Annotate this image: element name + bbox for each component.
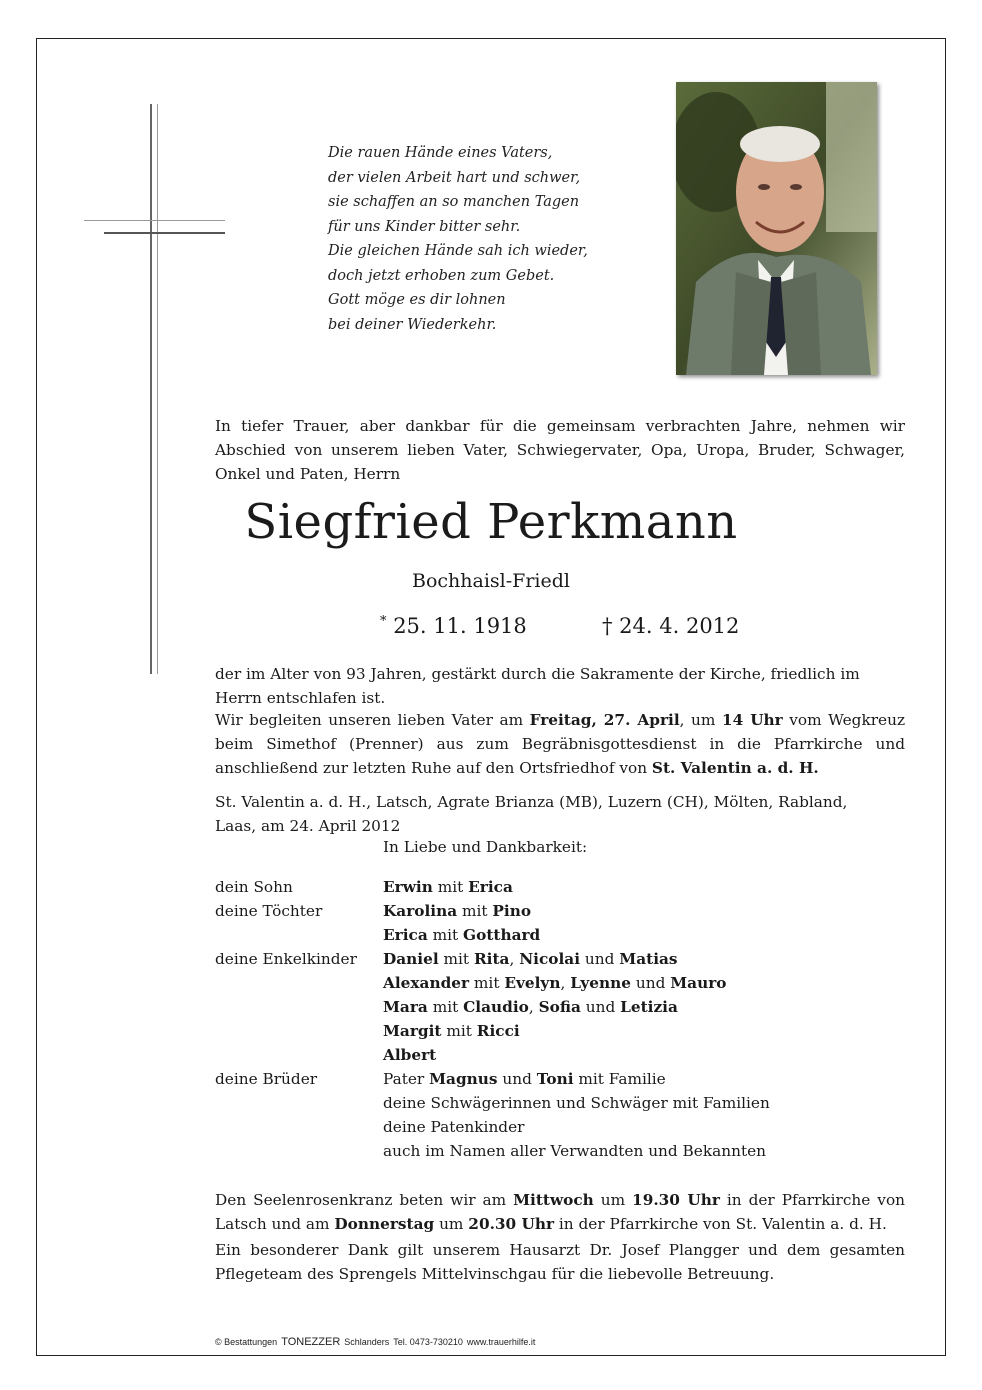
poem-line: Die gleichen Hände sah ich wieder, (328, 243, 588, 259)
portrait-photo (676, 82, 877, 375)
poem-line: der vielen Arbeit hart und schwer, (328, 169, 581, 186)
footer-city: Schlanders (344, 1337, 390, 1347)
family-names: Karolina mit Pino (383, 902, 532, 920)
poem-line: für uns Kinder bitter sehr. (328, 218, 521, 235)
family-names: auch im Namen aller Verwandten und Bekannten (383, 1142, 766, 1160)
footer-brand: TONEZZER (281, 1336, 341, 1348)
birth-date (380, 614, 527, 638)
family-relation: dein Sohn (215, 878, 293, 896)
poem-line: Gott möge es dir lohnen (328, 292, 506, 308)
birth-date-value: 25. 11. 1918 (393, 614, 527, 638)
footer-copyright: © Bestattungen (215, 1337, 278, 1347)
poem-line: doch jetzt erhoben zum Gebet. (328, 267, 555, 284)
family-relation: deine Brüder (215, 1070, 318, 1088)
family-names: Margit mit Ricci (383, 1022, 520, 1040)
thanks-text: Ein besonderer Dank gilt unserem Hausarzt Dr. Josef Plangger und dem gesamten Pflegeteam des Sprengels Mittelvinschgau für die liebevolle Betreuung. (215, 1241, 905, 1283)
family-names: Daniel mit Rita, Nicolai und Matias (383, 950, 678, 968)
family-names: Mara mit Claudio, Sofia und Letizia (383, 998, 678, 1016)
family-names: Erica mit Gotthard (383, 926, 541, 944)
rosary-text: Den Seelenrosenkranz beten wir am Mittwoch um 19.30 Uhr in der Pfarrkirche von Latsch und am Donnerstag um 20.30 Uhr in der Pfarrkirche von St. Valentin a. d. H. (215, 1191, 906, 1233)
death-date: † 24. 4. 2012 (602, 614, 740, 638)
family-names: Pater Magnus und Toni mit Familie (383, 1070, 666, 1088)
family-names: Alexander mit Evelyn, Lyenne und Mauro (383, 974, 727, 992)
family-relation: deine Töchter (215, 902, 323, 920)
memorial-poem (328, 141, 648, 337)
family-heading: In Liebe und Dankbarkeit: (383, 838, 588, 856)
age-text: der im Alter von 93 Jahren, gestärkt durch die Sakramente der Kirche, friedlich im Herrn entschlafen ist. (215, 665, 860, 707)
places-text: St. Valentin a. d. H., Latsch, Agrate Brianza (MB), Luzern (CH), Mölten, Rabland, Laas, am 24. April 2012 (215, 793, 848, 835)
deceased-name: Siegfried Perkmann (244, 494, 738, 550)
family-relation: deine Enkelkinder (215, 950, 357, 968)
funeral-text: Wir begleiten unseren lieben Vater am Freitag, 27. April, um 14 Uhr vom Wegkreuz beim Simethof (Prenner) aus zum Begräbnisgottesdienst in die Pfarrkirche und anschließend zur letzten Ruhe auf den Ortsfriedhof von St. Valentin a. d. H. (215, 711, 906, 777)
deceased-nickname: Bochhaisl-Friedl (412, 570, 570, 592)
family-names: deine Patenkinder (383, 1118, 525, 1136)
family-names: deine Schwägerinnen und Schwäger mit Familien (383, 1094, 770, 1112)
poem-line: bei deiner Wiederkehr. (328, 316, 497, 333)
poem-line: Die rauen Hände eines Vaters, (328, 145, 553, 161)
birth-symbol: * (380, 614, 387, 629)
intro-text: In tiefer Trauer, aber dankbar für die gemeinsam verbrachten Jahre, nehmen wir Abschied von unserem lieben Vater, Schwiegervater, Opa, Uropa, Bruder, Schwager, Onkel und Paten, Herrn (215, 417, 905, 483)
footer-web[interactable]: www.trauerhilfe.it (466, 1337, 536, 1347)
footer-phone: Tel. 0473-730210 (393, 1337, 463, 1347)
footer (215, 1336, 539, 1348)
poem-line: sie schaffen an so manchen Tagen (328, 194, 580, 210)
family-names: Albert (383, 1046, 437, 1064)
family-names: Erwin mit Erica (383, 878, 513, 896)
